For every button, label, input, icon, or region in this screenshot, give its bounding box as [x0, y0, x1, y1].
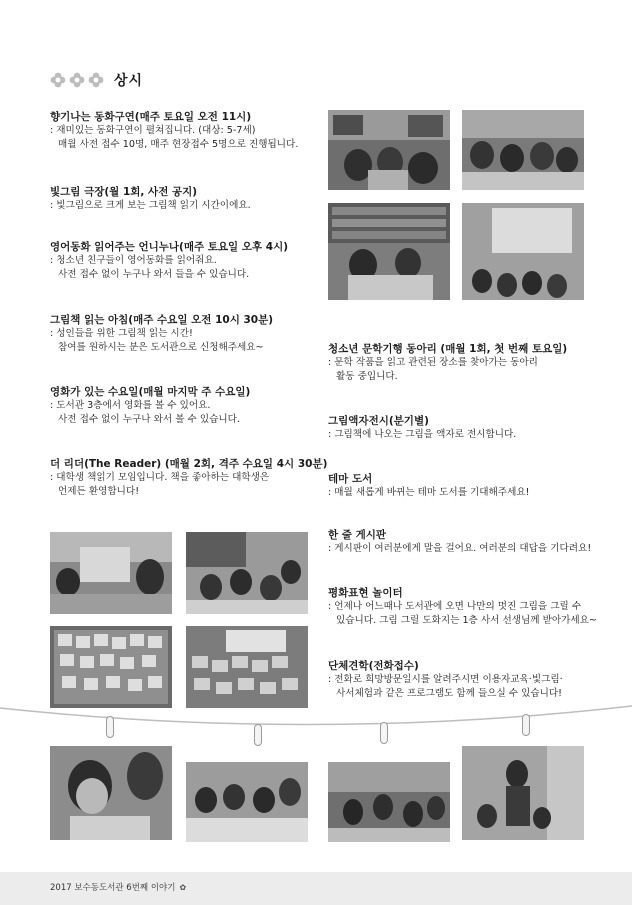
flower-icon [69, 72, 85, 88]
program-item [328, 586, 597, 628]
program-photo [186, 762, 308, 842]
program-photo [186, 532, 308, 614]
program-item [328, 528, 591, 556]
program-photo [462, 110, 584, 190]
program-item [50, 457, 327, 499]
program-photo [328, 762, 450, 842]
program-desc: : 전화로 희망방문일시를 알려주시면 이용자교육·빛그림· [328, 674, 563, 685]
program-desc: 활동 중입니다. [336, 371, 398, 382]
program-item [328, 659, 563, 701]
program-photo [50, 746, 172, 840]
flower-icon [88, 72, 104, 88]
flower-icon [50, 72, 66, 88]
clothespin-icon [106, 716, 114, 738]
page-footer [0, 872, 632, 905]
program-desc: 사서체험과 같은 프로그램도 함께 들으실 수 있습니다! [336, 688, 563, 699]
program-item [50, 110, 298, 152]
program-desc: 참여를 원하시는 분은 도서관으로 신청해주세요~ [58, 342, 264, 353]
clothespin-icon [380, 722, 388, 744]
program-desc: 매월 사전 접수 10명, 매주 현장접수 5명으로 진행됩니다. [58, 139, 299, 150]
program-title: 테마 도서 [328, 473, 373, 485]
program-title: 영화가 있는 수요일(매월 마지막 주 수요일) [50, 386, 251, 398]
footer-text [50, 881, 186, 893]
program-title: 청소년 문학기행 동아리 (매월 1회, 첫 번째 토요일) [328, 343, 568, 355]
program-title: 그림책 읽는 아침(매주 수요일 오전 10시 30분) [50, 314, 274, 326]
program-photo [328, 203, 450, 300]
flower-icons [50, 72, 104, 88]
program-photo [50, 626, 172, 708]
program-title: 한 줄 게시판 [328, 529, 387, 541]
program-photo [186, 626, 308, 708]
program-desc: : 문학 작품을 읽고 관련된 장소를 찾아가는 동아리 [328, 357, 538, 368]
program-desc: : 언제나 어느때나 도서관에 오면 나만의 멋진 그림을 그릴 수 [328, 601, 582, 612]
program-item [328, 414, 516, 442]
section-title: 상시 [114, 73, 144, 89]
program-item [50, 385, 250, 427]
footer-label: 2017 보수동도서관 6번째 이야기 [50, 883, 176, 893]
clothespin-icon [522, 714, 530, 736]
section-header [50, 70, 143, 90]
program-desc: 있습니다. 그림 그릴 도화지는 1층 사서 선생님께 받아가세요~ [336, 615, 597, 626]
program-photo [462, 203, 584, 300]
program-title: 향기나는 동화구연(매주 토요일 오전 11시) [50, 111, 252, 123]
program-item [50, 240, 288, 282]
program-item [328, 342, 567, 384]
program-desc: : 대학생 책읽기 모임입니다. 책을 좋아하는 대학생은 [50, 472, 270, 483]
program-desc: 언제든 환영합니다! [58, 486, 140, 497]
program-desc: : 그림책에 나오는 그림을 액자로 전시합니다. [328, 429, 517, 440]
program-desc: : 매월 새롭게 바뀌는 테마 도서를 기대해주세요! [328, 487, 530, 498]
program-item [50, 313, 273, 355]
program-title: 그림액자전시(분기별) [328, 415, 429, 427]
clothespin-icon [254, 724, 262, 746]
program-desc: : 재미있는 동화구연이 펼쳐집니다. (대상: 5-7세) [50, 125, 256, 136]
program-desc: : 게시판이 여러분에게 말을 걸어요. 여러분의 대답을 기다려요! [328, 543, 592, 554]
program-title: 평화표현 놀이터 [328, 587, 403, 599]
program-photo [328, 110, 450, 190]
program-photo [462, 746, 584, 840]
flower-icon: ✿ [179, 883, 187, 892]
program-item [50, 185, 251, 213]
program-title: 단체견학(전화접수) [328, 660, 419, 672]
program-desc: 사전 접수 없이 누구나 와서 볼 수 있습니다. [58, 414, 240, 425]
program-desc: : 성인들을 위한 그림책 읽는 시간! [50, 328, 193, 339]
program-title: 더 리더(The Reader) (매월 2회, 격주 수요일 4시 30분) [50, 458, 328, 470]
program-photo [50, 532, 172, 614]
program-title: 빛그림 극장(월 1회, 사전 공지) [50, 186, 198, 198]
program-desc: : 빛그림으로 크게 보는 그림책 읽기 시간이에요. [50, 200, 251, 211]
program-desc: : 청소년 친구들이 영어동화를 읽어줘요. [50, 255, 217, 266]
program-title: 영어동화 읽어주는 언니누나(매주 토요일 오후 4시) [50, 241, 289, 253]
program-item [328, 472, 529, 500]
program-desc: 사전 접수 없이 누구나 와서 들을 수 있습니다. [58, 269, 250, 280]
program-desc: : 도서관 3층에서 영화를 볼 수 있어요. [50, 400, 211, 411]
